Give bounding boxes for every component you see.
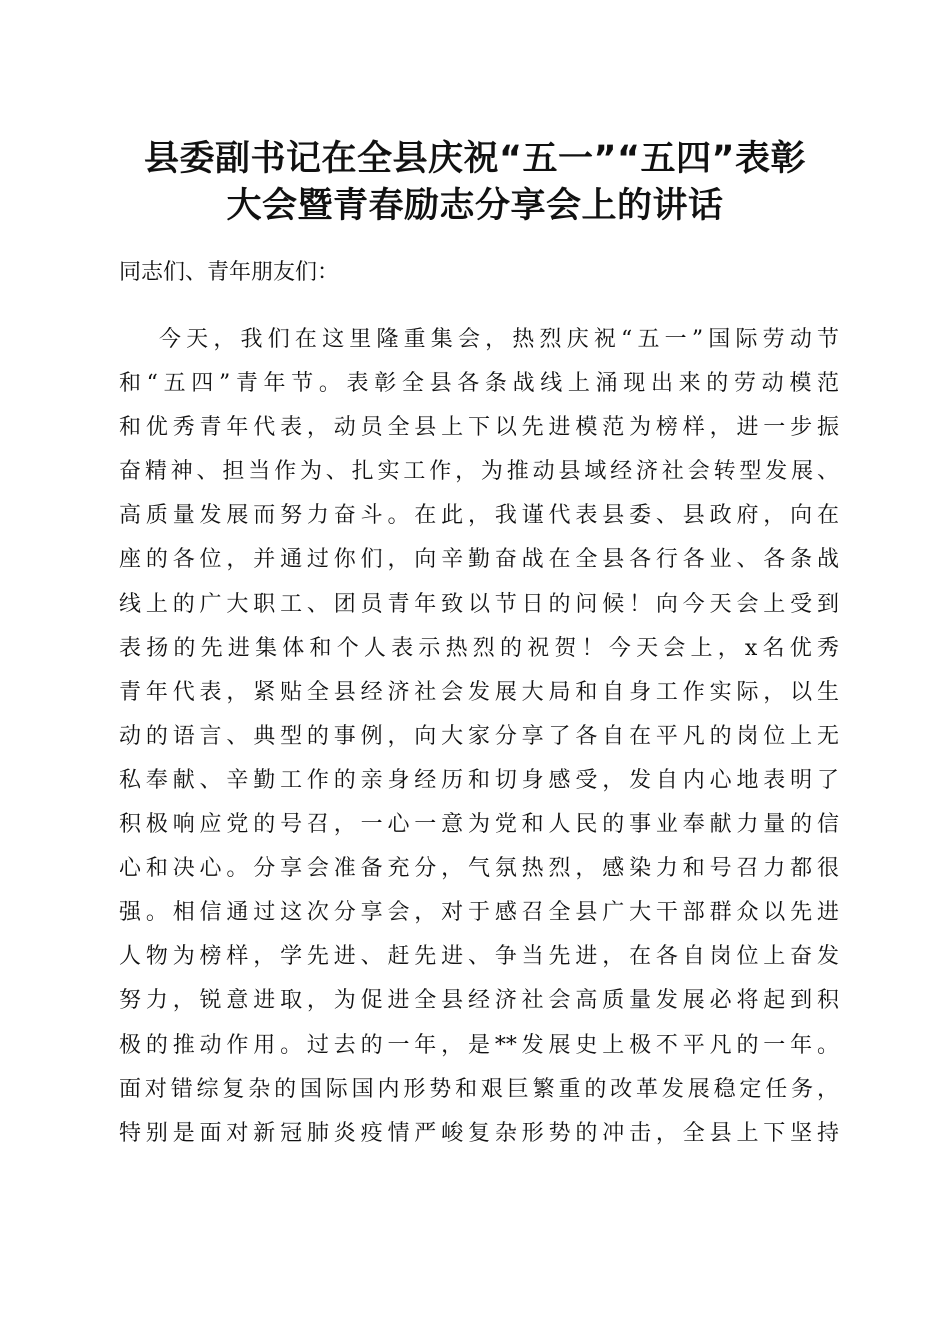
body-line: 私奉献、辛勤工作的亲身经历和切身感受，发自内心地表明了: [119, 767, 839, 793]
body-line: 今天，我们在这里隆重集会，热烈庆祝“五一”国际劳动节: [159, 327, 839, 352]
body-line: 努力，锐意进取，为促进全县经济社会高质量发展必将起到积: [119, 988, 839, 1014]
title-line-1: 县委副书记在全县庆祝“五一”“五四”表彰: [143, 139, 806, 179]
body-line: 特别是面对新冠肺炎疫情严峻复杂形势的冲击，全县上下坚持: [119, 1120, 839, 1146]
greeting: 同志们、青年朋友们：: [119, 260, 340, 285]
body-line: 线上的广大职工、团员青年致以节日的问候！向今天会上受到: [119, 591, 839, 617]
title-line-2: 大会暨青春励志分享会上的讲话: [226, 186, 724, 226]
body-line: 人物为榜样，学先进、赶先进、争当先进，在各自岗位上奋发: [119, 944, 839, 970]
body-line: 和“五四”青年节。表彰全县各条战线上涌现出来的劳动模范: [119, 371, 839, 397]
body-line: 心和决心。分享会准备充分，气氛热烈，感染力和号召力都很: [119, 856, 839, 882]
body-line: 动的语言、典型的事例，向大家分享了各自在平凡的岗位上无: [119, 723, 839, 749]
document-title: [90, 136, 860, 230]
speech-body: [119, 318, 839, 1156]
body-line: 表扬的先进集体和个人表示热烈的祝贺！今天会上，x名优秀: [119, 635, 839, 661]
body-line: 奋精神、担当作为、扎实工作，为推动县域经济社会转型发展、: [119, 459, 839, 485]
body-line: 和优秀青年代表，动员全县上下以先进模范为榜样，进一步振: [119, 415, 839, 441]
body-line: 面对错综复杂的国际国内形势和艰巨繁重的改革发展稳定任务，: [119, 1076, 839, 1102]
body-line: 高质量发展而努力奋斗。在此，我谨代表县委、县政府，向在: [119, 503, 839, 529]
body-line: 极的推动作用。过去的一年，是**发展史上极不平凡的一年。: [119, 1032, 839, 1058]
body-line: 积极响应党的号召，一心一意为党和人民的事业奉献力量的信: [119, 812, 839, 838]
body-line: 青年代表，紧贴全县经济社会发展大局和自身工作实际，以生: [119, 679, 839, 705]
body-line: 座的各位，并通过你们，向辛勤奋战在全县各行各业、各条战: [119, 547, 839, 573]
body-line: 强。相信通过这次分享会，对于感召全县广大干部群众以先进: [119, 900, 839, 926]
